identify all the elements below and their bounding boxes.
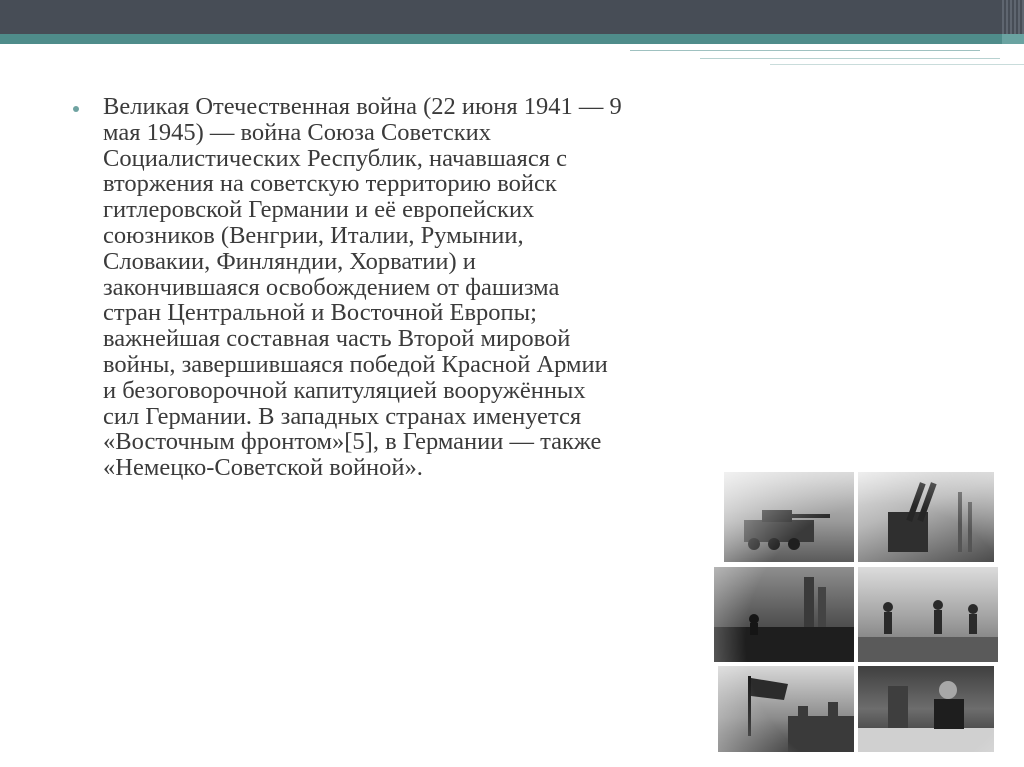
slide-content <box>70 94 770 481</box>
decor-line <box>770 64 1024 65</box>
photo-collage <box>706 464 1006 760</box>
teal-stripe <box>0 34 1024 44</box>
header-pattern <box>1002 0 1024 34</box>
decor-line <box>630 50 980 51</box>
bullet-text: Великая Отечественная война (22 июня 1941 — 9 мая 1945) — война Союза Советских Социалистических Республик, начавшаяся с вторжения на советскую территорию войск гитлеровской Германии и её европейских союзников (Венгрии, Италии, Румынии, Словакии, Финляндии, Хорватии) и закончившаяся освобождением от фашизма стран Центральной и Восточной Европы; важнейшая составная часть Второй мировой войны, завершившаяся победой Красной Армии и безоговорочной капитуляцией вооружённых сил Германии. В западных странах именуется «Восточным фронтом»[5], в Германии — также «Немецко-Советской войной». <box>103 93 622 482</box>
teal-stripe-edge <box>1002 34 1024 44</box>
bullet-dot-icon <box>73 106 79 112</box>
slide-header-band <box>0 0 1024 34</box>
decor-line <box>700 58 1000 59</box>
bullet-item <box>70 94 770 481</box>
collage-vignette <box>706 464 1006 760</box>
